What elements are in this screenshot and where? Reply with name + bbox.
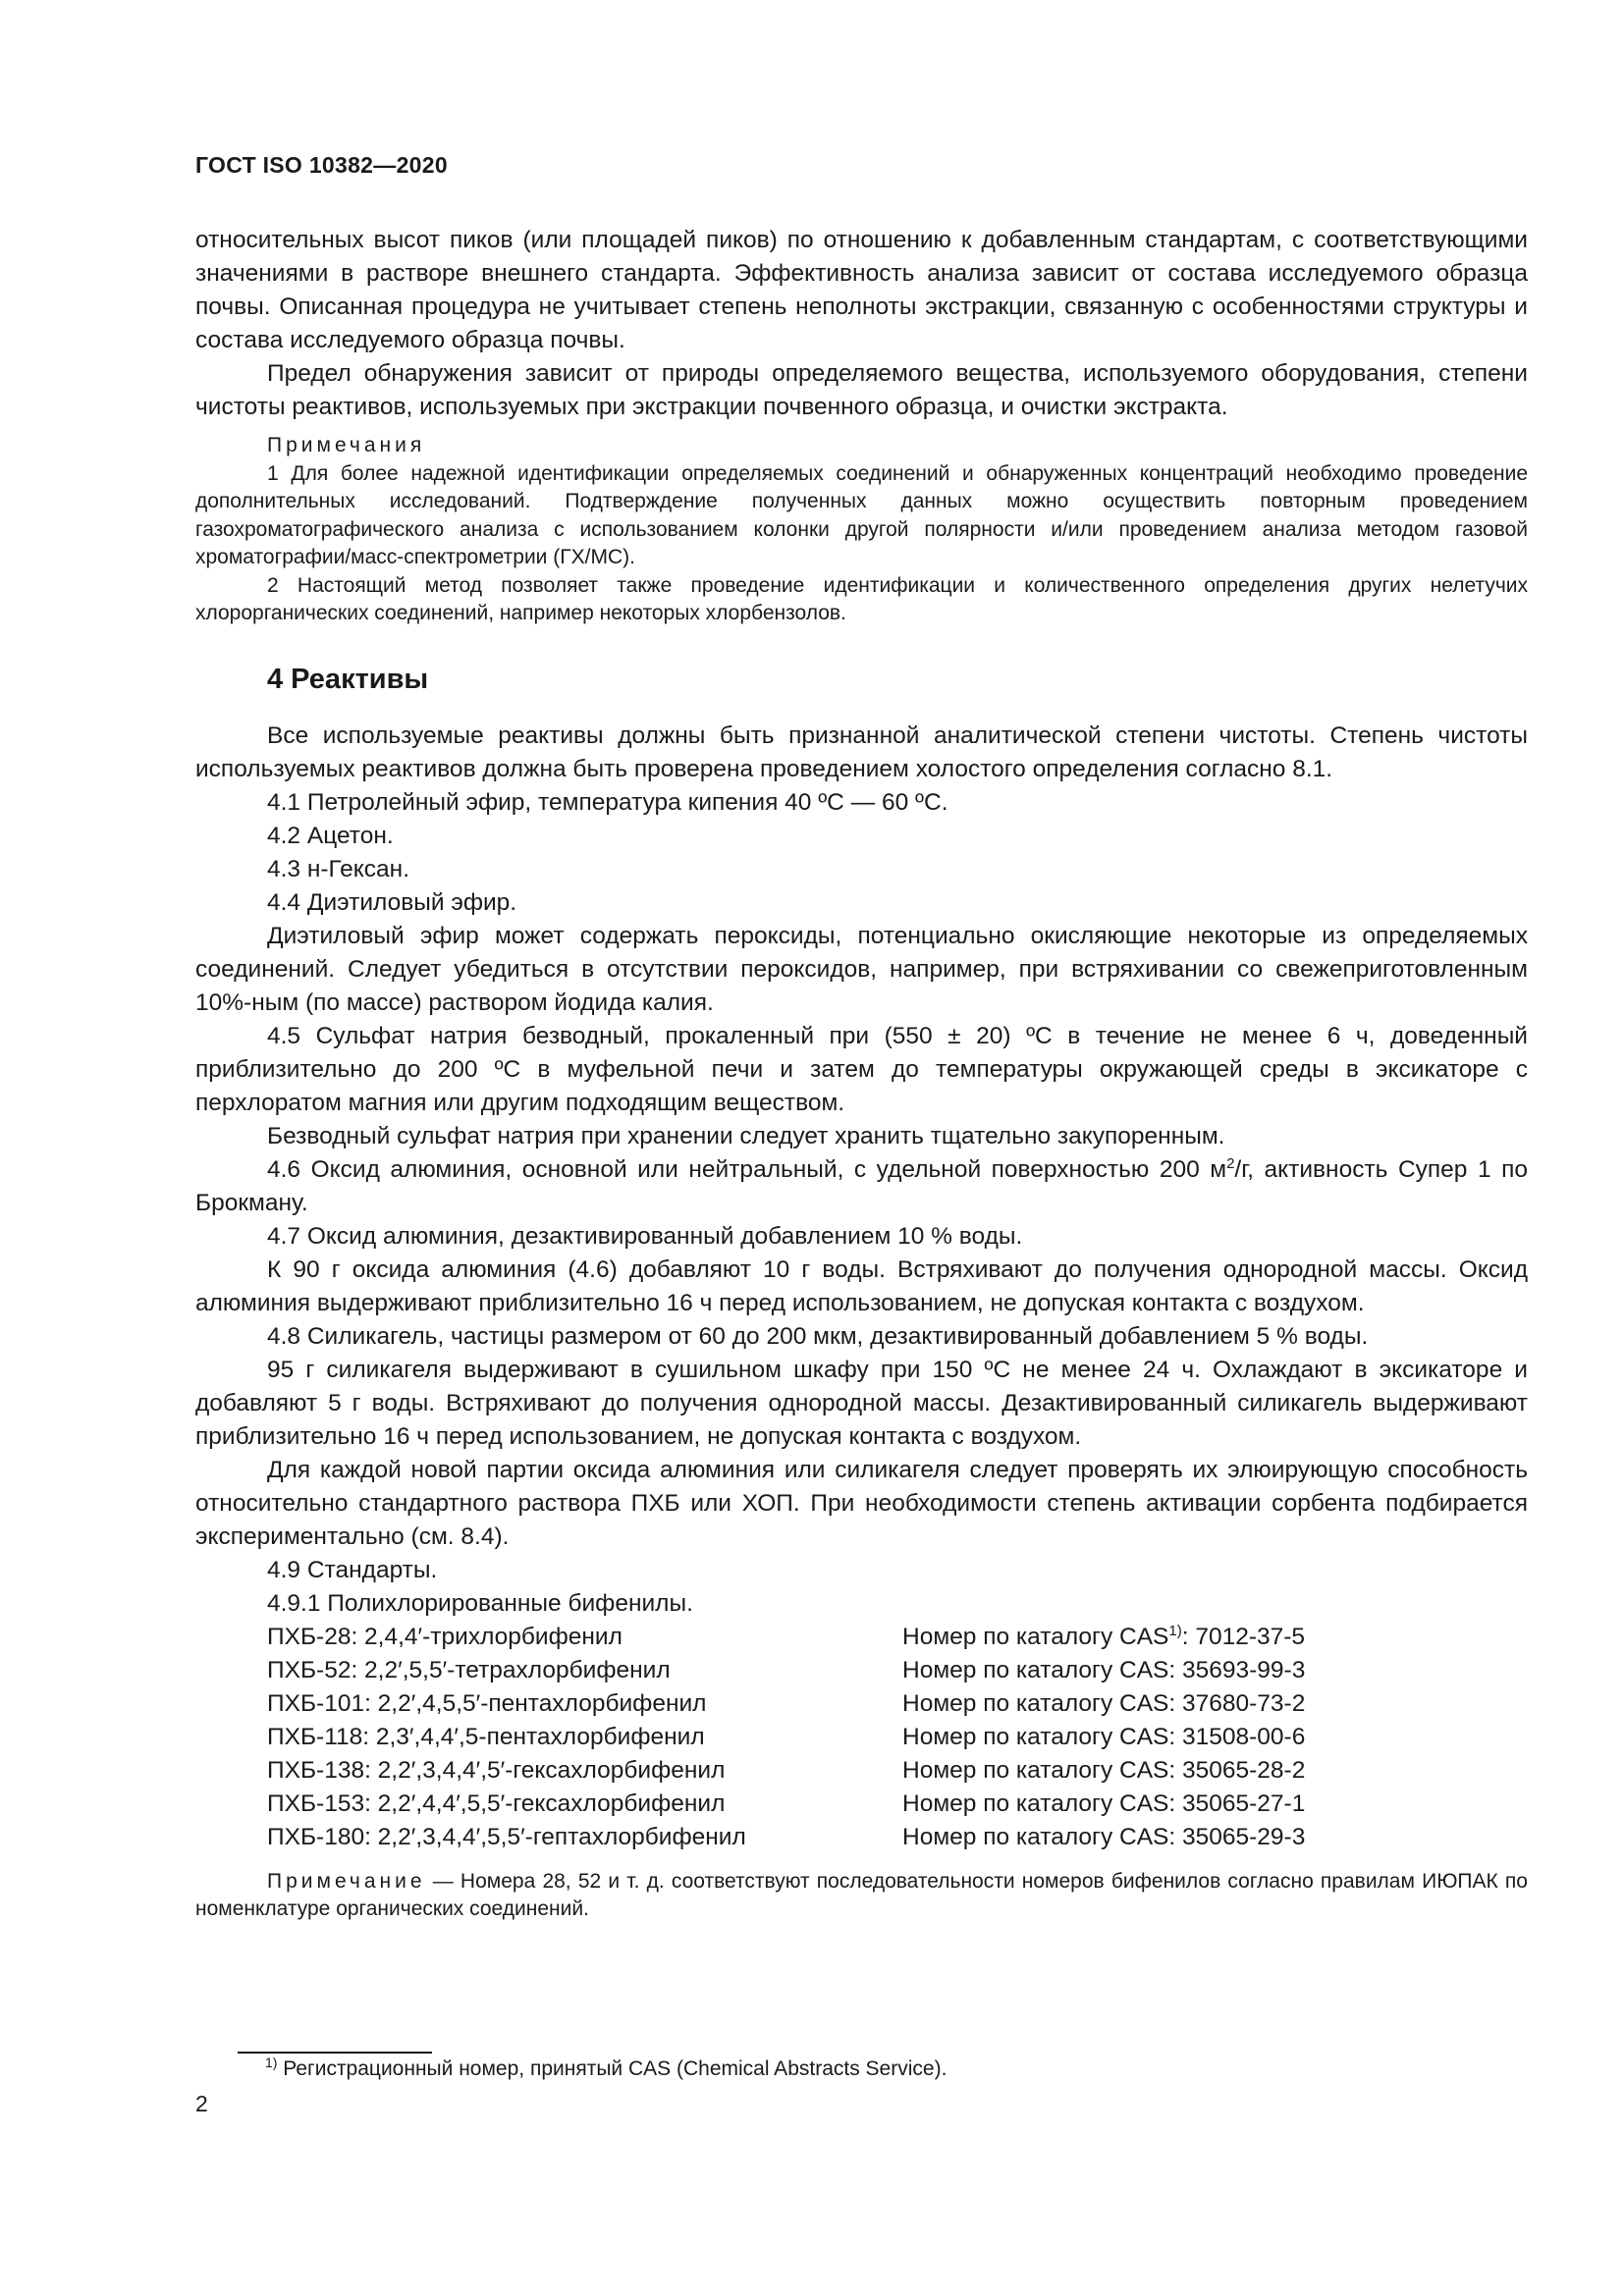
item-4-5-text: Безводный сульфат натрия при хранении следует хранить тщательно закупоренным. [267, 1122, 1225, 1149]
cas-value: : 31508-00-6 [1168, 1723, 1306, 1750]
item-4-1: 4.1 Петролейный эфир, температура кипения 40 ºС — 60 ºС. [267, 788, 948, 816]
item-4-8: 4.8 Силикагель, частицы размером от 60 до 200 мкм, дезактивированный добавлением 5 % воды. [267, 1322, 1369, 1350]
pcb-row [195, 1754, 1528, 1788]
cas-value: : 35693-99-3 [1168, 1656, 1306, 1683]
pcb-name: ПХБ-52: 2,2′,5,5′-тетрахлорбифенил [267, 1656, 671, 1683]
cas-number [902, 1821, 1305, 1854]
document-header: ГОСТ ISO 10382—2020 [195, 152, 448, 178]
item-4-4: 4.4 Диэтиловый эфир. [267, 888, 517, 916]
cas-number [902, 1654, 1305, 1687]
footnote-divider [238, 2052, 432, 2054]
cas-value: : 37680-73-2 [1168, 1689, 1306, 1717]
item-4-8-text: 95 г силикагеля выдерживают в сушильном шкафу при 150 ºС не менее 24 ч. Охлаждают в эксикаторе и добавляют 5 г воды. Встряхивают до получения однородной массы. Дезактивированный силикагель выдерживают приблизительно 16 ч перед использованием, не допуская контакта с воздухом. [195, 1356, 1528, 1450]
pcb-name: ПХБ-153: 2,2′,4,4′,5,5′-гексахлорбифенил [267, 1789, 726, 1817]
footnote-marker: 1) [265, 2055, 278, 2070]
paragraph-continuation: относительных высот пиков (или площадей пиков) по отношению к добавленным стандартам, с соответствующими значениями в растворе внешнего стандарта. Эффективность анализа зависит от состава исследуемого образца почвы. Описанная процедура не учитывает степень неполноты экстракции, связанную с особенностями структуры и состава исследуемого образца почвы. [195, 227, 1528, 353]
pcb-row [195, 1821, 1528, 1854]
pcb-name: ПХБ-101: 2,2′,4,5,5′-пентахлорбифенил [267, 1689, 707, 1717]
superscript-2: 2 [1226, 1154, 1235, 1172]
footnote [265, 2056, 947, 2083]
cas-prefix: Номер по каталогу CAS [902, 1623, 1169, 1650]
page-body [195, 224, 1528, 1924]
cas-value: : 35065-27-1 [1168, 1789, 1306, 1817]
sorbent-paragraph: Для каждой новой партии оксида алюминия или силикагеля следует проверять их элюирующую способность относительно стандартного раствора ПХБ или ХОП. При необходимости степень активации сорбента подбирается экспериментально (см. 8.4). [195, 1456, 1528, 1550]
section-heading: 4 Реактивы [267, 663, 429, 695]
cas-number [902, 1754, 1305, 1788]
footnote-text: Регистрационный номер, принятый CAS (Chemical Abstracts Service). [277, 2057, 947, 2080]
table-note [195, 1868, 1528, 1924]
cas-number [902, 1687, 1305, 1721]
notes-heading: Примечания [267, 434, 426, 456]
pcb-row [195, 1621, 1528, 1654]
pcb-name: ПХБ-180: 2,2′,3,4,4′,5,5′-гептахлорбифенил [267, 1823, 746, 1850]
note-1: 1 Для более надежной идентификации определяемых соединений и обнаруженных концентраций необходимо проведение дополнительных исследований. Подтверждение полученных данных можно осуществить повторным проведением газохроматографического анализа с использованием колонки другой полярности и/или проведением анализа методом газовой хроматографии/масс-спектрометрии (ГХ/МС). [195, 461, 1528, 568]
item-4-7: 4.7 Оксид алюминия, дезактивированный добавлением 10 % воды. [267, 1222, 1023, 1250]
item-4-3: 4.3 н-Гексан. [267, 855, 410, 882]
item-4-2: 4.2 Ацетон. [267, 822, 394, 849]
pcb-row [195, 1788, 1528, 1821]
page-number: 2 [195, 2091, 208, 2116]
item-4-6-part-a: 4.6 Оксид алюминия, основной или нейтральный, с удельной поверхностью 200 м [267, 1155, 1227, 1183]
paragraph-detection-limit: Предел обнаружения зависит от природы определяемого вещества, используемого оборудования, степени чистоты реактивов, используемых при экстракции почвенного образца, и очистки экстракта. [195, 360, 1528, 420]
section-intro: Все используемые реактивы должны быть признанной аналитической степени чистоты. Степень чистоты используемых реактивов должна быть проверена проведением холостого определения согласно 8.1. [195, 721, 1528, 782]
footnote-reference: 1) [1168, 1622, 1182, 1639]
item-4-9: 4.9 Стандарты. [267, 1556, 438, 1583]
pcb-table [195, 1621, 1528, 1854]
note-2: 2 Настоящий метод позволяет также проведение идентификации и количественного определения других нелетучих хлорорганических соединений, например некоторых хлорбензолов. [195, 573, 1528, 624]
item-4-9-1: 4.9.1 Полихлорированные бифенилы. [267, 1589, 693, 1617]
pcb-row [195, 1654, 1528, 1687]
cas-number [902, 1788, 1305, 1821]
cas-prefix: Номер по каталогу CAS [902, 1723, 1169, 1750]
cas-prefix: Номер по каталогу CAS [902, 1756, 1169, 1784]
cas-prefix: Номер по каталогу CAS [902, 1656, 1169, 1683]
item-4-5: 4.5 Сульфат натрия безводный, прокаленный при (550 ± 20) ºС в течение не менее 6 ч, доведенный приблизительно до 200 ºС в муфельной печи и затем до температуры окружающей среды в эксикаторе с перхлоратом магния или другим подходящим веществом. [195, 1022, 1528, 1116]
pcb-name: ПХБ-138: 2,2′,3,4,4′,5′-гексахлорбифенил [267, 1756, 726, 1784]
pcb-name: ПХБ-118: 2,3′,4,4′,5-пентахлорбифенил [267, 1723, 705, 1750]
pcb-row [195, 1687, 1528, 1721]
item-4-4-text: Диэтиловый эфир может содержать пероксиды, потенциально окисляющие некоторые из определяемых соединений. Следует убедиться в отсутствии пероксидов, например, при встряхивании со свежеприготовленным 10%-ным (по массе) раствором йодида калия. [195, 922, 1528, 1016]
cas-number [902, 1621, 1305, 1654]
cas-value: : 7012-37-5 [1181, 1623, 1306, 1650]
cas-value: : 35065-28-2 [1168, 1756, 1306, 1784]
cas-prefix: Номер по каталогу CAS [902, 1689, 1169, 1717]
table-note-text: — Номера 28, 52 и т. д. соответствуют последовательности номеров бифенилов согласно правилам ИЮПАК по номенклатуре органических соединений. [195, 1869, 1528, 1920]
pcb-name: ПХБ-28: 2,4,4′-трихлорбифенил [267, 1623, 623, 1650]
item-4-6 [195, 1153, 1528, 1220]
cas-prefix: Номер по каталогу CAS [902, 1823, 1169, 1850]
notes-block [195, 432, 1528, 628]
item-4-6-part-b: /г, активность Супер 1 по Брокману. [195, 1155, 1528, 1216]
pcb-row [195, 1721, 1528, 1754]
item-4-7-text: К 90 г оксида алюминия (4.6) добавляют 10 г воды. Встряхивают до получения однородной массы. Оксид алюминия выдерживают приблизительно 16 ч перед использованием, не допуская контакта с воздухом. [195, 1255, 1528, 1316]
table-note-label: Примечание [267, 1869, 426, 1893]
cas-value: : 35065-29-3 [1168, 1823, 1306, 1850]
cas-number [902, 1721, 1305, 1754]
cas-prefix: Номер по каталогу CAS [902, 1789, 1169, 1817]
